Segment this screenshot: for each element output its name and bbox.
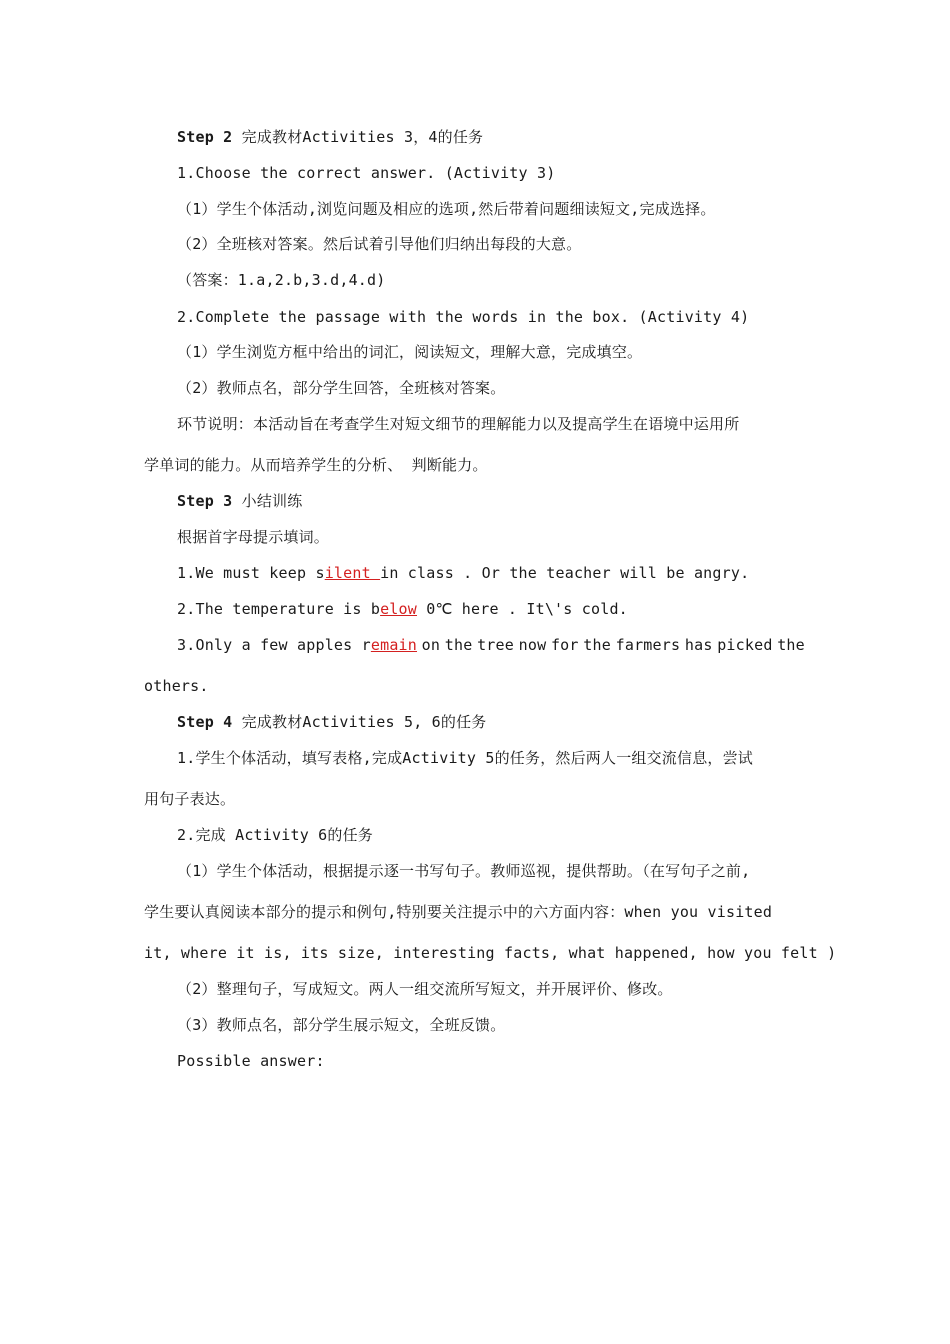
activity4-step1: （1）学生浏览方框中给出的词汇，阅读短文，理解大意，完成填空。 [177, 343, 643, 361]
possible-answer-label: Possible answer: [177, 1052, 325, 1070]
step3-heading [177, 491, 302, 511]
activity6-step1-line-1: （1）学生个体活动，根据提示逐一书写句子。教师巡视，提供帮助。（在写句子之前, [177, 862, 751, 880]
question-3-word: tree [477, 636, 514, 654]
step4-heading [177, 712, 487, 732]
question-3-word: the [583, 636, 611, 654]
question-2-answer: elow [380, 600, 418, 618]
question-3-lead [177, 635, 417, 655]
activity5-line-2: 用句子表达。 [144, 790, 236, 808]
question-2-before: 2.The temperature is b [177, 600, 381, 618]
question-2-after: 0℃ here . It\'s cold. [417, 600, 628, 618]
step2-heading [177, 127, 483, 147]
question-3-before: 3.Only a few apples r [177, 636, 371, 654]
step2-title: 完成教材Activities 3，4的任务 [241, 128, 484, 146]
question-3-word: on [421, 636, 441, 654]
question-3-word: now [518, 636, 547, 654]
question-3-word: farmers [615, 636, 681, 654]
fill-instruction: 根据首字母提示填词。 [177, 528, 330, 546]
activity3-answers: （答案：1.a,2.b,3.d,4.d) [177, 271, 386, 289]
activity3-step2: （2）全班核对答案。然后试着引导他们归纳出每段的大意。 [177, 235, 582, 253]
step4-label: Step 4 [177, 713, 233, 731]
activity6-heading: 2.完成 Activity 6的任务 [177, 826, 374, 844]
question-3-word: picked [717, 636, 773, 654]
question-3-word: for [550, 636, 579, 654]
question-1 [177, 563, 749, 583]
note-line-1: 环节说明：本活动旨在考查学生对短文细节的理解能力以及提高学生在语境中运用所 [177, 415, 740, 433]
question-1-answer: ilent [324, 564, 381, 582]
question-3-answer: emain [370, 636, 418, 654]
activity6-step2: （2）整理句子，写成短文。两人一组交流所写短文，并开展评价、修改。 [177, 980, 673, 998]
question-3-word: the [777, 636, 805, 654]
question-3 [177, 635, 805, 655]
activity6-step3: （3）教师点名，部分学生展示短文，全班反馈。 [177, 1016, 506, 1034]
activity3-heading: 1.Choose the correct answer. (Activity 3) [177, 164, 556, 182]
note-line-2: 学单词的能力。从而培养学生的分析、 判断能力。 [144, 456, 488, 474]
step4-title: 完成教材Activities 5, 6的任务 [241, 713, 487, 731]
question-3-continuation: others. [144, 677, 209, 695]
question-1-after: in class . Or the teacher will be angry. [380, 564, 750, 582]
question-3-word: has [684, 636, 713, 654]
step3-label: Step 3 [177, 492, 233, 510]
question-2 [177, 599, 628, 619]
activity4-heading: 2.Complete the passage with the words in the box. (Activity 4) [177, 308, 750, 326]
activity5-line-1: 1.学生个体活动，填写表格,完成Activity 5的任务，然后两人一组交流信息，尝试 [177, 749, 754, 767]
question-1-before: 1.We must keep s [177, 564, 325, 582]
question-3-word: the [444, 636, 473, 654]
activity4-step2: （2）教师点名，部分学生回答，全班核对答案。 [177, 379, 506, 397]
step3-title: 小结训练 [241, 492, 303, 510]
step2-label: Step 2 [177, 128, 233, 146]
activity6-step1-line-2: 学生要认真阅读本部分的提示和例句,特别要关注提示中的六方面内容：when you visited [144, 903, 773, 921]
activity3-step1: （1）学生个体活动,浏览问题及相应的选项,然后带着问题细读短文,完成选择。 [177, 200, 716, 218]
activity6-step1-line-3: it, where it is, its size, interesting facts, what happened, how you felt ) [144, 944, 837, 962]
